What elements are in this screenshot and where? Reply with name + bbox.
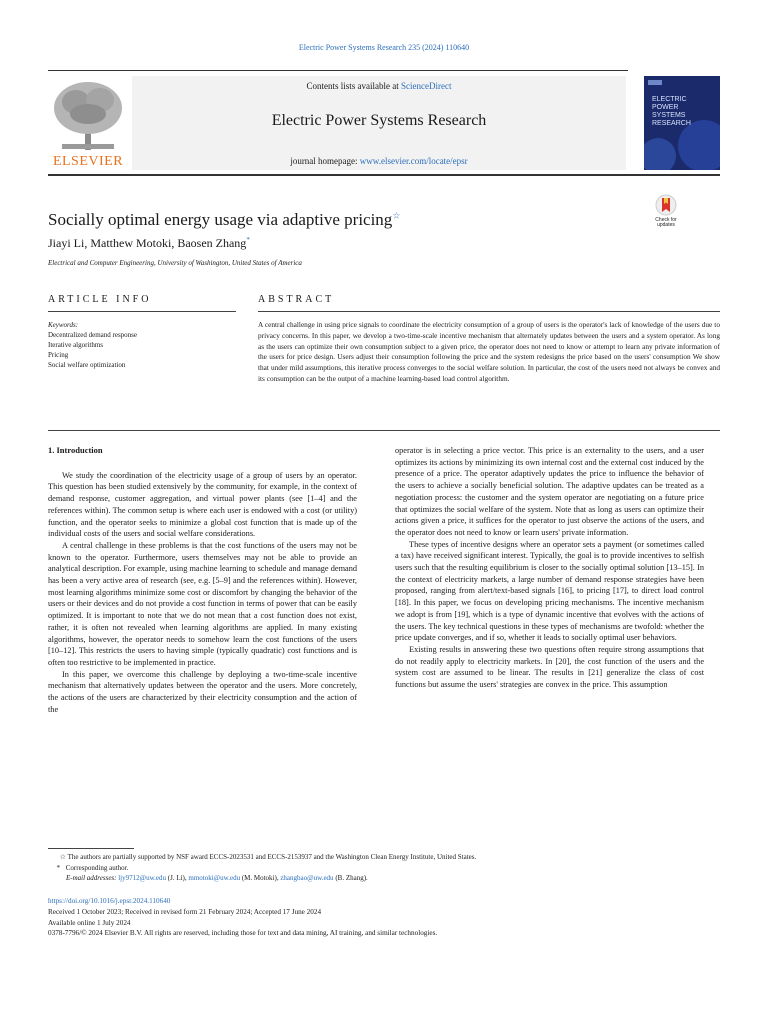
paragraph: In this paper, we overcome this challenge by deploying a two-time-scale incentive mechanism that alternatively updates between the operator and the users. More concretely, the actions of the users are characterized by their electricity consumption and the action of the [48,669,357,714]
funding-footnote: ☆ The authors are partially supported by NSF award ECCS-2023531 and ECCS-2153937 and the Washington Clean Energy Institute, United States. [59,853,477,861]
contents-line: Contents lists available at ScienceDirect [306,81,452,91]
article-meta [48,896,720,939]
received-dates: Received 1 October 2023; Received in revised form 21 February 2024; Accepted 17 June 2024 [48,907,322,916]
section-heading: 1. Introduction [48,445,103,455]
title-footnote-mark[interactable]: ☆ [392,210,401,221]
doi-link[interactable]: https://doi.org/10.1016/j.epsr.2024.110640 [48,897,171,905]
abstract-rule [258,311,720,312]
body-column-right [395,445,704,691]
article-title: Socially optimal energy usage via adaptive pricing☆ [48,210,401,229]
available-online: Available online 1 July 2024 [48,918,131,927]
abstract-text: A central challenge in using price signals to coordinate the electricity consumption of a group of users is the operator's lack of knowledge of the users due to privacy concerns. In this paper, we develop a two-time-scale incentive mechanism that alternately updates between the users and a system operator. As long as the users can optimize their own consumption subject to a given price, the operator does not need to know or attempt to learn any private information of the users for price design. Users adjust their consumption following the price and the system redesigns the price based on the users' consumption We show that under mild assumptions, this iterative process converges to the social welfare solution. In particular, the cost of the users need not always be convex and its consumption can be the output of a machine learning-based load control algorithm. [258,320,720,383]
affiliation: Electrical and Computer Engineering, University of Washington, United States of America [48,259,302,267]
check-for-updates-badge[interactable]: Check for updates [646,194,686,230]
keyword-item: Social welfare optimization [48,361,126,369]
elsevier-logo [48,78,128,170]
journal-cover [644,76,720,170]
email-link-motoki[interactable]: mmotoki@uw.edu [188,874,241,882]
corresponding-author-mark[interactable]: * [246,236,250,244]
email-link-li[interactable]: ljy9712@uw.edu [118,874,167,882]
email-link-zhang[interactable]: zhangbao@uw.edu [280,874,334,882]
header-rule-top [48,70,628,71]
header-rule-bottom [48,174,720,176]
abstract-bottom-rule [48,430,720,431]
email-footnote: E-mail addresses: ljy9712@uw.edu (J. Li), mmotoki@uw.edu (M. Motoki), zhangbao@uw.edu (B. Zhang). [66,874,368,882]
journal-title: Electric Power Systems Research [271,112,487,129]
journal-header [48,70,720,176]
paragraph: operator is in selecting a price vector. This price is an externality to the users, and a user optimizes its actions by minimizing its own internal cost and the external cost induced by the presence of a price. The operator adaptively updates the price to influence the behavior of the users to achieve a socially beneficial solution. The adaptive updates can be treated as a negotiation process: the customer and the system operator are negotiating on a future price that optimizes the social welfare of the system. Note that as long as users can optimize their actions given a price, it suffices for the operator to just observe the actions of the users, and the operator does not need to know or learn users' private information. [395,446,704,537]
keyword-item: Iterative algorithms [48,341,104,349]
footnote-rule [48,848,134,849]
journal-info-box [132,76,626,170]
keywords-block [48,320,236,370]
corresponding-footnote: * Corresponding author. [56,863,129,872]
journal-reference[interactable]: Electric Power Systems Research 235 (2024) 110640 [298,43,470,52]
footnotes [48,852,720,884]
article-info-heading: ARTICLE INFO [48,294,152,305]
paragraph: Existing results in answering these two questions often require strong assumptions that do not readily apply to electricity markets. In [20], the cost function of the users and the system cost are assumed to be linear. The results in [21] generalize the class of cost functions but assume the users' strategies are convex in the price. This assumption [395,644,704,690]
paragraph: We study the coordination of the electricity usage of a group of users by an operator. This question has been studied extensively by the community, for example, in the context of demand response, customer aggregation, and virtual power plants (see [1–4] and the references within). The common setup is where each user is endowed with a cost (or utility) function, and the operator seeks to minimize a global cost function that is made up of the individual costs of the users and social welfare considerations. [48,470,357,539]
keyword-item: Decentralized demand response [48,331,138,339]
copyright: 0378-7796/© 2024 Elsevier B.V. All rights are reserved, including those for text and data mining, AI training, and similar technologies. [48,929,438,938]
abstract-heading: ABSTRACT [258,294,335,305]
keywords-label: Keywords: [48,321,79,329]
homepage-link[interactable]: www.elsevier.com/locate/epsr [359,156,468,166]
cover-text: ELECTRIC POWER SYSTEMS RESEARCH [652,96,691,127]
paragraph: A central challenge in these problems is that the cost functions of the users may not be known to the operator. Furthermore, users themselves may not be able to provide an analytical description. For example, using machine learning to schedule and manage demand has been a very active area of research (see, e.g. [5–9] and the references within). However, most learning algorithms minimize some cost or discomfort by changing the behavior of the users or their devices and do not provide a cost function in terms of power that can be easily optimized. It is important to note that we do not mean that a cost function does not exist, rather, it is often not revealed when learning algorithms are applied. In many existing algorithms, however, the operator needs to somehow learn the cost functions of the users [10–12]. This restricts the users to having simple (typically quadratic) cost functions and is often too restrictive to be implemented in practice. [48,540,357,667]
keyword-item: Pricing [48,351,69,359]
publisher-name: ELSEVIER [52,154,124,169]
article-info-rule [48,311,236,312]
body-column-left [48,445,357,715]
homepage-line: journal homepage: www.elsevier.com/locate/epsr [290,156,468,166]
author-list: Jiayi Li, Matthew Motoki, Baosen Zhang* [48,236,250,250]
sciencedirect-link[interactable]: ScienceDirect [401,81,452,91]
paragraph: These types of incentive designs where an operator sets a payment (or sometimes called a tax) have received significant interest. Typically, the goal is to provide incentives to selfish users such that the resulting equilibrium is closer to the socially optimal solution [13–15]. In the context of electricity markets, a large number of demand response strategies have been proposed, ranging from alert/text-based signals [16], to pricing [17], to direct load control [18]. In this paper, we focus on developing pricing mechanisms. The incentive mechanism we adopt is from [19], which is a type of dynamic incentive that evolves with the actions of the users. The key technical questions in these types of mechanisms are twofold: whether the price update converges, and if so, whether it leads to socially optimal user behaviors. [395,539,704,643]
bookmark-icon [655,194,677,216]
